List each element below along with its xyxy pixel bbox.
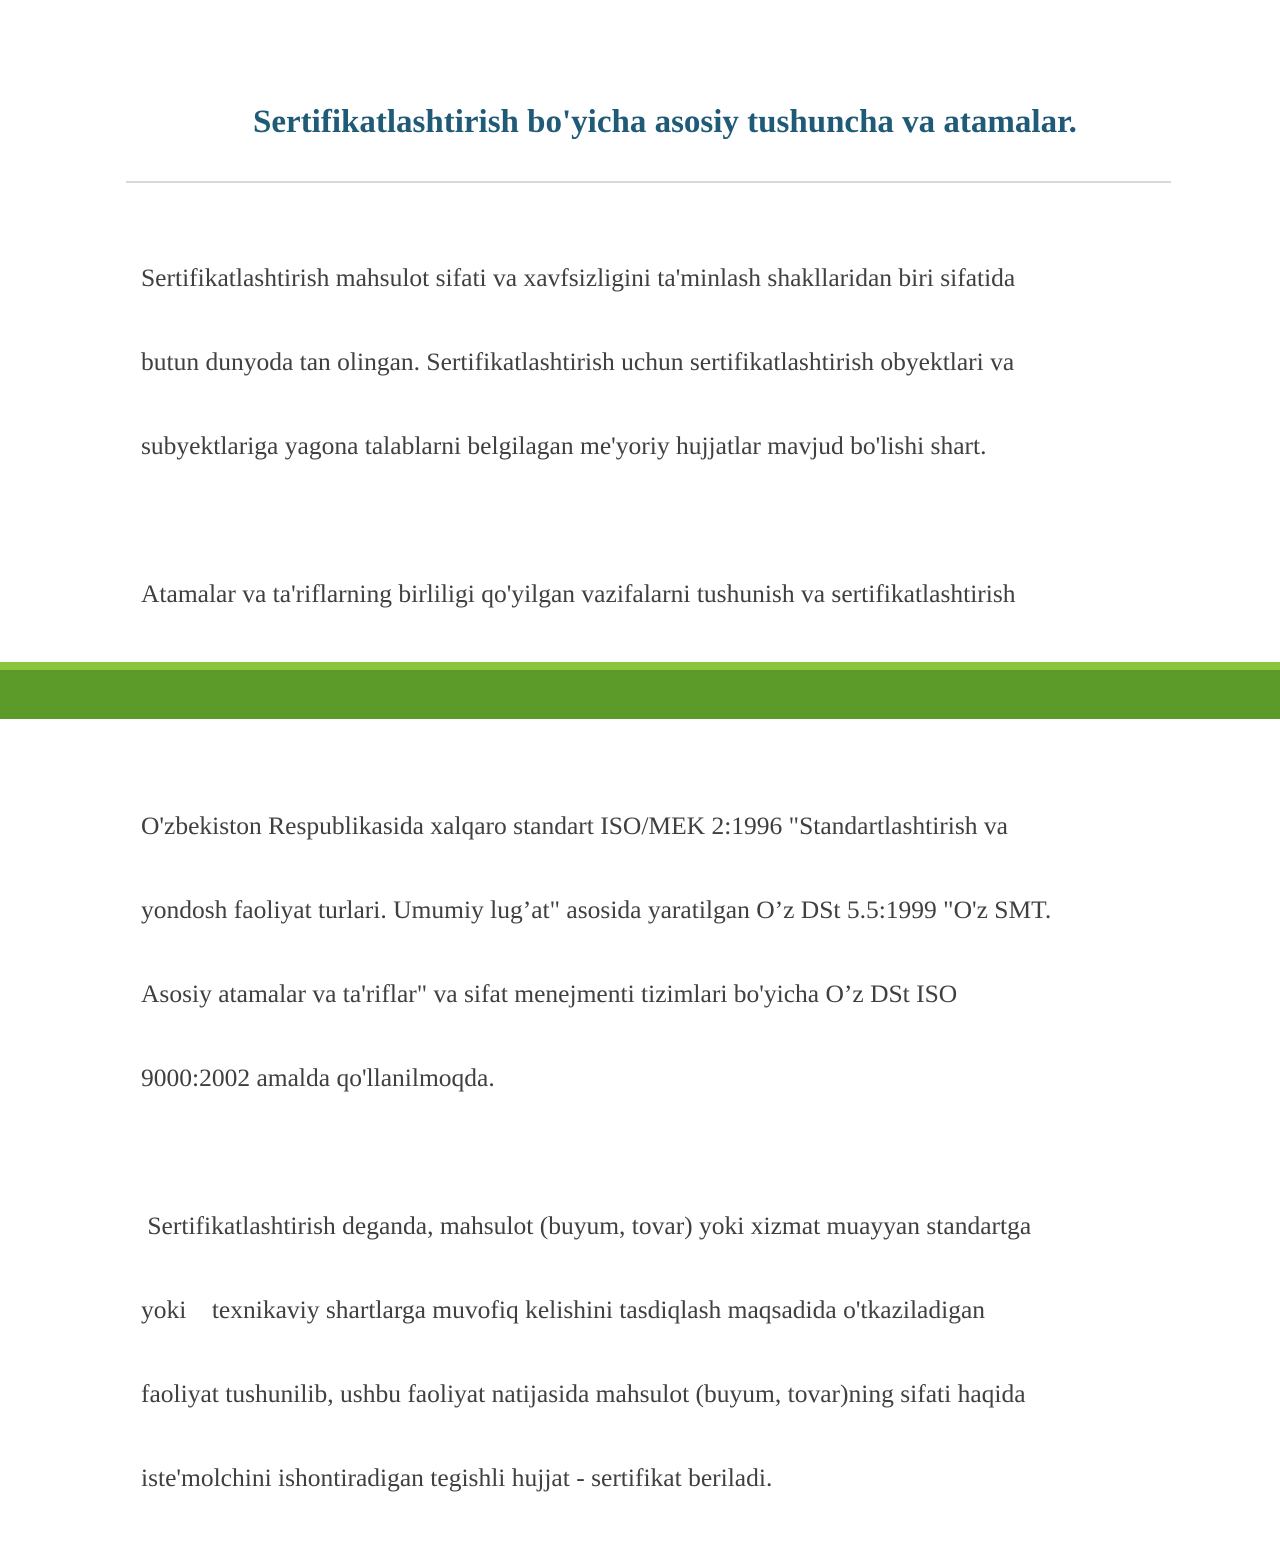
paragraph-line: yoki texnikaviy shartlarga muvofiq kelishini tasdiqlash maqsadida o'tkaziladigan [141,1295,986,1324]
paragraph-1 [141,208,1201,516]
paragraph-3 [141,756,1201,1148]
slide-title: Sertifikatlashtirish bo'yicha asosiy tushuncha va atamalar. [253,104,1077,140]
paragraph-line: butun dunyoda tan olingan. Sertifikatlashtirish uchun sertifikatlashtirish obyektlari va [141,347,1015,376]
footer-bar [0,670,1280,719]
paragraph-4 [141,1156,1201,1548]
paragraph-line: 9000:2002 amalda qo'llanilmoqda. [141,1063,495,1092]
footer-accent-bar [0,662,1280,670]
paragraph-line: Asosiy atamalar va ta'riflar" va sifat menejmenti tizimlari bo'yicha O’z DSt ISO [141,979,958,1008]
paragraph-line: iste'molchini ishontiradigan tegishli hujjat - sertifikat beriladi. [141,1463,773,1492]
paragraph-line: subyektlariga yagona talablarni belgilagan me'yoriy hujjatlar mavjud bo'lishi shart. [141,431,987,460]
slide-body [141,208,1201,1556]
paragraph-line: Atamalar va ta'riflarning birliligi qo'yilgan vazifalarni tushunish va sertifikatlashtirish [141,579,1016,608]
paragraph-line: yondosh faoliyat turlari. Umumiy lug’at" asosida yaratilgan O’z DSt 5.5:1999 "O'z SMT. [141,895,1052,924]
title-divider [126,181,1171,183]
paragraph-line: faoliyat tushunilib, ushbu faoliyat natijasida mahsulot (buyum, tovar)ning sifati haqida [141,1379,1026,1408]
paragraph-line: Sertifikatlashtirish deganda, mahsulot (buyum, tovar) yoki xizmat muayyan standartga [141,1211,1032,1240]
paragraph-line: Sertifikatlashtirish mahsulot sifati va xavfsizligini ta'minlash shakllaridan biri sifatida [141,263,1016,292]
paragraph-line: O'zbekiston Respublikasida xalqaro standart ISO/MEK 2:1996 "Standartlashtirish va [141,811,1008,840]
